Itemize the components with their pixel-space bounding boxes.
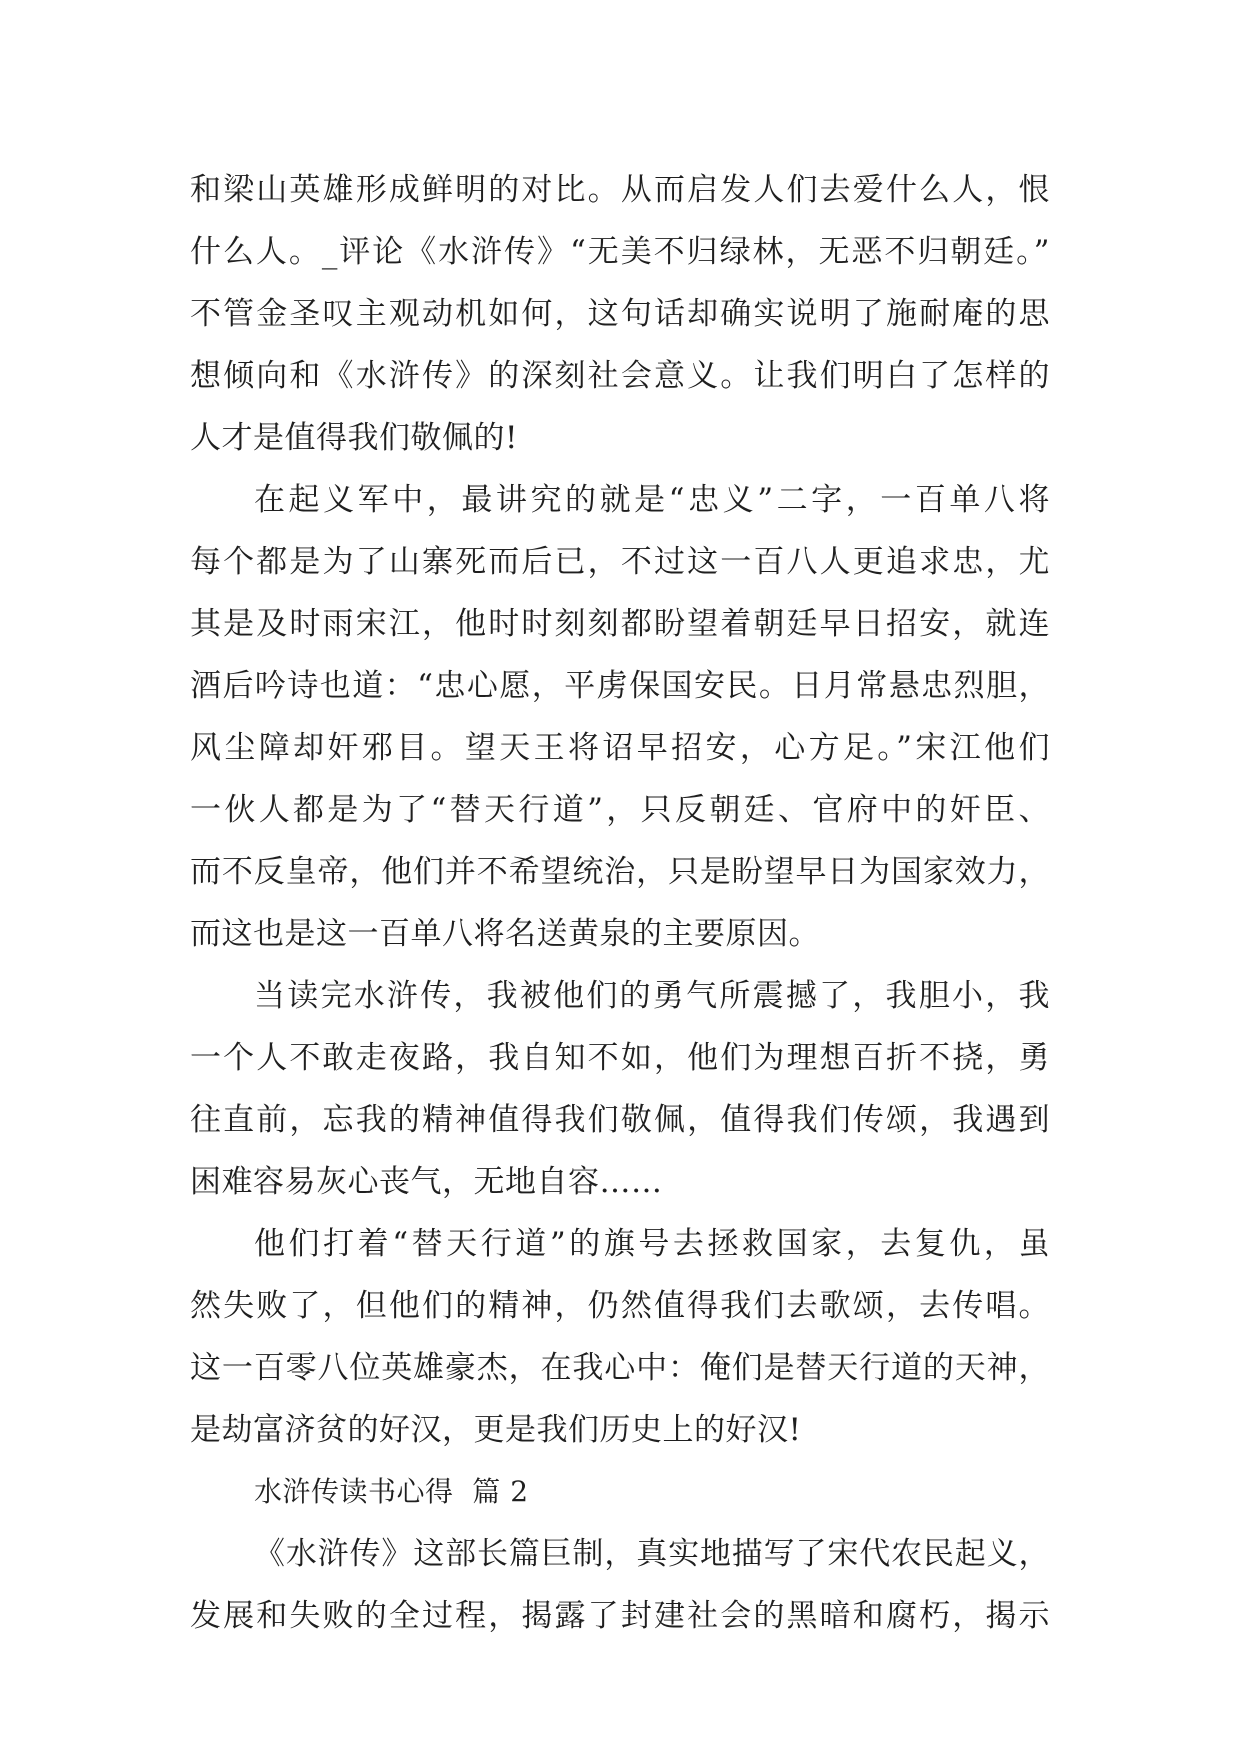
section-heading: [190, 1461, 1050, 1523]
text-line: 在起义军中，最讲究的就是“忠义”二字，一百单八将: [254, 482, 1050, 518]
text-line: 酒后吟诗也道：“忠心愿，平虏保国安民。日月常悬忠烈胆，: [190, 668, 1050, 704]
text-line: 而不反皇帝，他们并不希望统治，只是盼望早日为国家效力，: [190, 854, 1050, 890]
text-line: 发展和失败的全过程，揭露了封建社会的黑暗和腐朽，揭示: [190, 1598, 1050, 1634]
paragraph-2: [190, 469, 1050, 965]
text-line: 不管金圣叹主观动机如何，这句话却确实说明了施耐庵的思: [190, 296, 1050, 332]
text-line: 而这也是这一百单八将名送黄泉的主要原因。: [190, 916, 820, 952]
text-line: 一伙人都是为了“替天行道”，只反朝廷、官府中的奸臣、: [190, 792, 1050, 828]
text-line: 其是及时雨宋江，他时时刻刻都盼望着朝廷早日招安，就连: [190, 606, 1050, 642]
text-line: 想倾向和《水浒传》的深刻社会意义。让我们明白了怎样的: [190, 358, 1050, 394]
paragraph-3: [190, 965, 1050, 1213]
text-line: 是劫富济贫的好汉，更是我们历史上的好汉!: [190, 1412, 802, 1448]
text-line: 当读完水浒传，我被他们的勇气所震撼了，我胆小，我: [254, 978, 1050, 1014]
text-line: 什么人。_评论《水浒传》“无美不归绿林，无恶不归朝廷。”: [190, 234, 1050, 270]
text-line: 他们打着“替天行道”的旗号去拯救国家，去复仇，虽: [254, 1226, 1050, 1262]
text-line: 困难容易灰心丧气，无地自容……: [190, 1164, 663, 1200]
text-line: 每个都是为了山寨死而后已，不过这一百八人更追求忠，尤: [190, 544, 1050, 580]
text-line: 风尘障却奸邪目。望天王将诏早招安，心方足。”宋江他们: [190, 730, 1050, 766]
text-line: 往直前，忘我的精神值得我们敬佩，值得我们传颂，我遇到: [190, 1102, 1050, 1138]
text-line: 《水浒传》这部长篇巨制，真实地描写了宋代农民起义，: [254, 1536, 1050, 1572]
paragraph-1: [190, 159, 1050, 469]
paragraph-5: [190, 1523, 1050, 1647]
text-line: 和梁山英雄形成鲜明的对比。从而启发人们去爱什么人，恨: [190, 172, 1050, 208]
text-line: 这一百零八位英雄豪杰，在我心中：俺们是替天行道的天神，: [190, 1350, 1050, 1386]
text-line: 人才是值得我们敬佩的!: [190, 420, 518, 456]
paragraph-4: [190, 1213, 1050, 1461]
text-line: 然失败了，但他们的精神，仍然值得我们去歌颂，去传唱。: [190, 1288, 1050, 1324]
document-body: [190, 159, 1050, 1647]
section-title: 水浒传读书心得 篇 2: [254, 1475, 529, 1508]
text-line: 一个人不敢走夜路，我自知不如，他们为理想百折不挠，勇: [190, 1040, 1050, 1076]
